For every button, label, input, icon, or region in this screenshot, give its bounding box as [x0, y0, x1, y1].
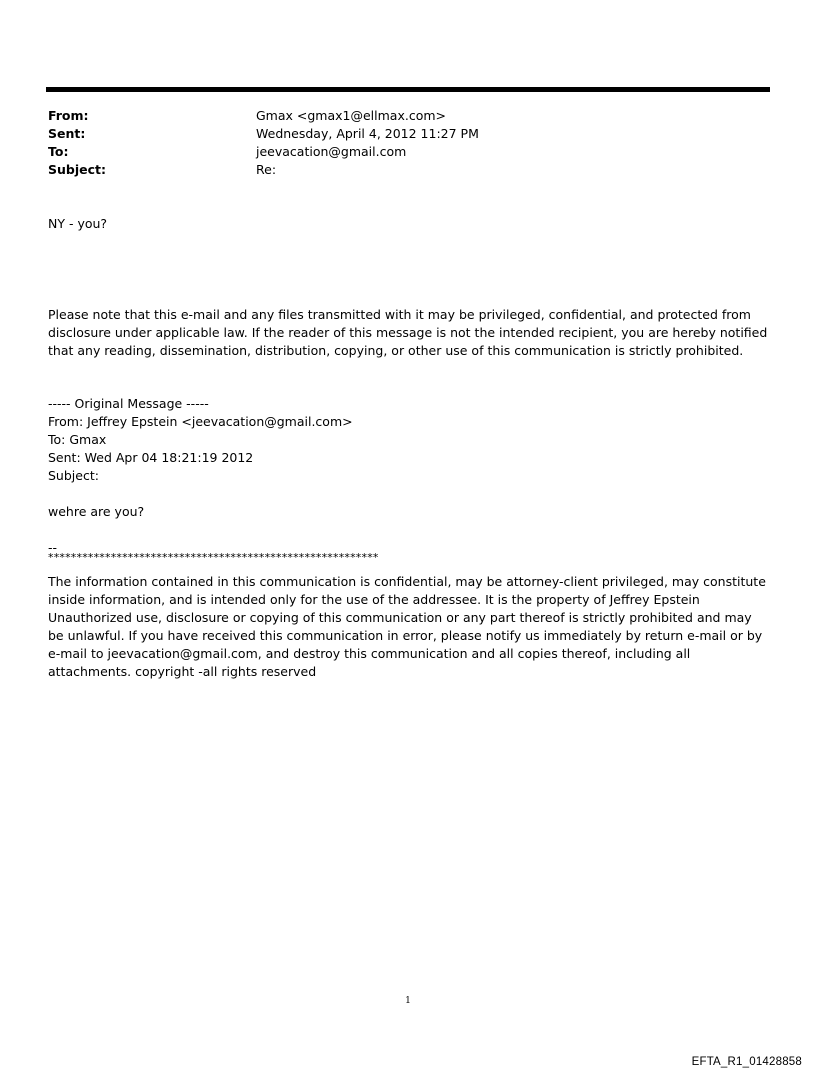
document-id: EFTA_R1_01428858	[691, 1056, 802, 1068]
signature-separator: --	[48, 540, 58, 555]
subject-label: Subject:	[48, 162, 106, 177]
sent-row	[48, 125, 748, 143]
email-header	[48, 107, 748, 179]
subject-row	[48, 161, 748, 179]
page-number: 1	[405, 996, 411, 1006]
header-divider	[46, 87, 770, 92]
sent-value: Wednesday, April 4, 2012 11:27 PM	[256, 126, 479, 141]
to-row	[48, 143, 748, 161]
legal-disclaimer: The information contained in this communication is confidential, may be attorney-client privileged, may constitute inside information, and is intended only for the use of the addressee. It is the property of Jeffrey Epstein Unauthorized use, disclosure or copying of this communication or any part thereof is strictly prohibited and may be unlawful. If you have received this communication in error, please notify us immediately by return e-mail or by e-mail to jeevacation@gmail.com, and destroy this communication and all copies thereof, including all attachments. copyright -all rights reserved	[48, 574, 766, 679]
confidentiality-notice: Please note that this e-mail and any files transmitted with it may be privileged, confidential, and protected from disclosure under applicable law. If the reader of this message is not the intended recipient, you are hereby notified that any reading, dissemination, distribution, copying, or other use of this communication is strictly prohibited.	[48, 307, 768, 358]
original-sent: Sent: Wed Apr 04 18:21:19 2012	[48, 450, 254, 465]
from-row	[48, 107, 748, 125]
subject-value: Re:	[256, 162, 277, 177]
original-to: To: Gmax	[48, 432, 107, 447]
asterisk-divider: **********************************************************	[48, 551, 379, 564]
from-value: Gmax <gmax1@ellmax.com>	[256, 108, 447, 123]
to-value: jeevacation@gmail.com	[256, 144, 407, 159]
email-body: NY - you?	[48, 216, 108, 231]
original-from: From: Jeffrey Epstein <jeevacation@gmail.com>	[48, 414, 353, 429]
original-message-separator: ----- Original Message -----	[48, 396, 209, 411]
original-subject: Subject:	[48, 468, 99, 483]
original-message	[48, 395, 770, 485]
sent-label: Sent:	[48, 126, 86, 141]
from-label: From:	[48, 108, 89, 123]
original-message-body: wehre are you?	[48, 504, 145, 519]
to-label: To:	[48, 144, 69, 159]
